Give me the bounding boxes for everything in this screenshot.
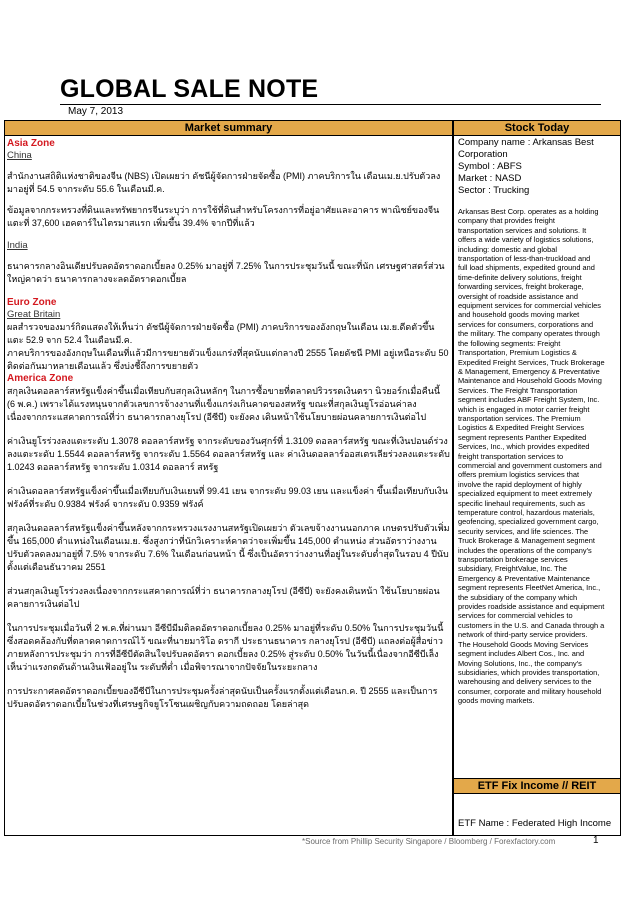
america-zone-heading: America Zone — [7, 373, 74, 384]
company-description: Arkansas Best Corp. operates as a holding company that provides freight transportation services and solutions. It offers a wide variety of logistics solutions, including: domestic and global transportation of less-than-truckload and full load shipments, expedited ground and time-definite delivery solutions, freight forwarding services, freight brokerage, oversight of roadside assistance and equipment services for commercial vehicles and household goods moving market services for consumers, corporations and the military. The company operates through the following segments: Freight Transportation, Premium Logistics & Expedited Freight Services, Truck Brokerage & Management, Emergency & Preventative Maintenance and Household Goods Moving Services. The Freight Transportation segment includes ABF Freight System, Inc. which is engaged in motor carrier freight transportation services. The Premium Logistics & Expedited Freight Services segment represents Panther Expedited Services, Inc., which provides expedited freight transportation services to commercial and government customers and offers premium logistics services that involve the rapid deployment of highly specialized equipment to meet extremely specific linehaul requirements, such as temperature control, hazardous materials, geofencing, specialized government cargo, security services, and life sciences. The Truck Brokerage & Management segment includes the operations of the company's transportation brokerage services subsidiary, FreightValue, Inc. The Emergency & Preventative Maintenance segment represents FleetNet America, Inc., the subsidiary of the company which provides roadside assistance and equipment services for commercial vehicles to customers in the U.S. and Canada through a network of third-party service providers. The Household Goods Moving Services segment includes Albert Cos., Inc. and Moving Solutions, Inc., the company's subsidiaries, which provides transportation, warehousing and delivery services to the consumer, corporate and military household goods moving markets. — [458, 207, 605, 706]
india-subheading: India — [7, 240, 28, 251]
china-paragraph-2: ข้อมูลจากกระทรวงที่ดินและทรัพยากรจีนระบุว่า การใช้ที่ดินสำหรับโครงการที่อยู่อาศัยและอาคาร พาณิชย์ของจีนแตะที่ 37,600 เฮคตาร์ในไตรมาสแรก เพิ่มขึ้น 39.4% จากปีที่แล้ว — [7, 205, 440, 228]
america-paragraph-3: ค่าเงินดอลลาร์สหรัฐแข็งค่าขึ้นเมื่อเทียบกับเงินเยนที่ 99.41 เยน จากระดับ 99.03 เยน และแข็งค่า ขึ้นเมื่อเทียบกับเงินฟรังค์ที่ระดับ 0.9384 ฟรังค์ จากระดับ 0.9359 ฟรังค์ — [7, 486, 449, 509]
sidebar-panel — [453, 120, 621, 836]
stock-today-header: Stock Today — [454, 121, 620, 136]
america-paragraph-7: การประกาศลดอัตราดอกเบี้ยของอีซีบีในการประชุมครั้งล่าสุดนับเป็นครั้งแรกตั้งแต่เดือนก.ค. ปี 2555 และเป็นการปรับลดอัตราดอกเบี้ยในช่วงที่เศรษฐกิจยูโรโซนเผชิญกับความถดถอย โดยล่าสุด — [7, 686, 438, 709]
america-paragraph-4: สกุลเงินดอลลาร์สหรัฐแข็งค่าขึ้นหลังจากกระทรวงแรงงานสหรัฐเปิดเผยว่า ตัวเลขจ้างงานนอกภาค เกษตรปรับตัวเพิ่มขึ้น 165,000 ตำแหน่งในเดือนเม.ย. ซึ่งสูงกว่าที่นักวิเคราะห์คาดว่าจะเพิ่มขึ้น 145,000 ตำแหน่ง ส่วนอัตราว่างงานปรับตัวลดลงมาอยู่ที่ 7.5% จากระดับ 7.6% ในเดือนก่อนหน้า นี้ ซึ่งเป็นอัตราว่างงานที่อยู่ในระดับต่ำสุดในรอบ 4 ปีนับตั้งแต่เดือนธันวาคม 2551 — [7, 523, 450, 572]
etf-header: ETF Fix Income // REIT — [454, 778, 620, 794]
america-paragraph-5: ส่วนสกุลเงินยูโรร่วงลงเนื่องจากกระแสคาดการณ์ที่ว่า ธนาคารกลางยุโรป (อีซีบี) จะยังคงเดินหน้า ใช้นโยบายผ่อนคลายการเงินต่อไป — [7, 586, 440, 609]
market-summary-content — [5, 136, 452, 711]
india-paragraph-1: ธนาคารกลางอินเดียปรับลดอัตราดอกเบี้ยลง 0.25% มาอยู่ที่ 7.25% ในการประชุมวันนี้ ขณะที่นัก เศรษฐศาสตร์ส่วนใหญ่คาดว่า ธนาคารกลางจะลดอัตราดอกเบี้ยล — [7, 261, 445, 284]
asia-zone-heading: Asia Zone — [7, 138, 55, 149]
report-date: May 7, 2013 — [68, 106, 124, 117]
america-paragraph-2: ค่าเงินยูโรร่วงลงแตะระดับ 1.3078 ดอลลาร์สหรัฐ จากระดับของวันศุกร์ที่ 1.3109 ดอลลาร์สหรัฐ ขณะที่เงินปอนด์ร่วงลงแตะระดับ 1.5544 ดอลลาร์สหรัฐ จากระดับ 1.5564 ดอลลาร์สหรัฐ และ ค่าเงินดอลลาร์ออสเตรเลียร่วงลงแตะระดับ 1.0243 ดอลลาร์สหรัฐ จากระดับ 1.0314 ดอลลาร์ สหรัฐ — [7, 436, 450, 472]
america-paragraph-6: ในการประชุมเมื่อวันที่ 2 พ.ค.ที่ผ่านมา อีซีบีมีมติลดอัตราดอกเบี้ยลง 0.25% มาอยู่ที่ระดับ 0.50% ในการประชุมวันนี้ ซึ่งสอดคล้องกับที่ตลาดคาดการณ์ไว้ ขณะที่นายมาริโอ ดรากี ประธานธนาคาร กลางยุโรป (อีซีบี) แถลงต่อผู้สื่อข่าวภายหลังการประชุมว่า การที่อีซีบีตัดสินใจปรับลดอัตรา ดอกเบี้ยลง 0.25% สู่ระดับ 0.50% ในวันนี้เนื่องจากอีซีบีเล็งเห็นว่าแรงกดดันด้านเงินเฟ้ออยู่ใน ระดับที่ต่ำ เมื่อพิจารณาจากปัจจัยในระยะกลาง — [7, 623, 444, 672]
market-summary-panel — [4, 120, 453, 836]
etf-name: ETF Name : Federated High Income — [458, 818, 612, 829]
source-note: *Source from Phillip Security Singapore / Bloomberg / Forexfactory.com — [302, 837, 556, 846]
stock-market: Market : NASD — [458, 173, 522, 184]
euro-zone-heading: Euro Zone — [7, 297, 57, 308]
page-number: 1 — [593, 835, 599, 846]
market-summary-header: Market summary — [5, 121, 452, 136]
company-name: Company name : Arkansas Best Corporation — [458, 137, 594, 160]
great-britain-paragraph-1: ผลสำรวจของมาร์กิตแสดงให้เห็นว่า ดัชนีผู้จัดการฝ่ายจัดซื้อ (PMI) ภาคบริการของอังกฤษในเดือน เม.ย.ดีดตัวขึ้นแตะ 52.9 จาก 52.4 ในเดือนมี.ค. — [7, 322, 435, 345]
china-subheading: China — [7, 150, 32, 161]
america-paragraph-1: สกุลเงินดอลลาร์สหรัฐแข็งค่าขึ้นเมื่อเทียบกับสกุลเงินหลักๆ ในการซื้อขายที่ตลาดปริวรรตเงินตรา นิวยอร์กเมื่อคืนนี้ (6 พ.ค.) เพราะได้แรงหนุนจากตัวเลขการจ้างงานที่แข็งแกร่งเกินคาดของสหรัฐ ขณะที่สกุลเงินยูโรอ่อนค่าลงเนื่องจากกระแสคาดการณ์ที่ว่า ธนาคารกลางยุโรป (อีซีบี) จะยังคง เดินหน้าใช้นโยบายผ่อนคลายการเงินต่อไป — [7, 386, 441, 422]
page-title: GLOBAL SALE NOTE — [60, 75, 319, 103]
stock-symbol: Symbol : ABFS — [458, 161, 522, 172]
stock-info — [454, 136, 620, 197]
great-britain-paragraph-2: ภาคบริการของอังกฤษในเดือนที่แล้วมีการขยายตัวแข็งแกร่งที่สุดนับแต่กลางปี 2555 โดยดัชนี PMI อยู่เหนือระดับ 50 ติดต่อกันมาหลายเดือนแล้ว ซึ่งบ่งชี้ถึงการขยายตัว — [7, 348, 449, 371]
china-paragraph-1: สำนักงานสถิติแห่งชาติของจีน (NBS) เปิดเผยว่า ดัชนีผู้จัดการฝ่ายจัดซื้อ (PMI) ภาคบริการใน เดือนเม.ย.ปรับตัวลงมาอยู่ที่ 54.5 จากระดับ 55.6 ในเดือนมี.ค. — [7, 171, 441, 194]
stock-sector: Sector : Trucking — [458, 185, 530, 196]
great-britain-subheading: Great Britain — [7, 309, 61, 320]
title-rule — [60, 104, 601, 105]
